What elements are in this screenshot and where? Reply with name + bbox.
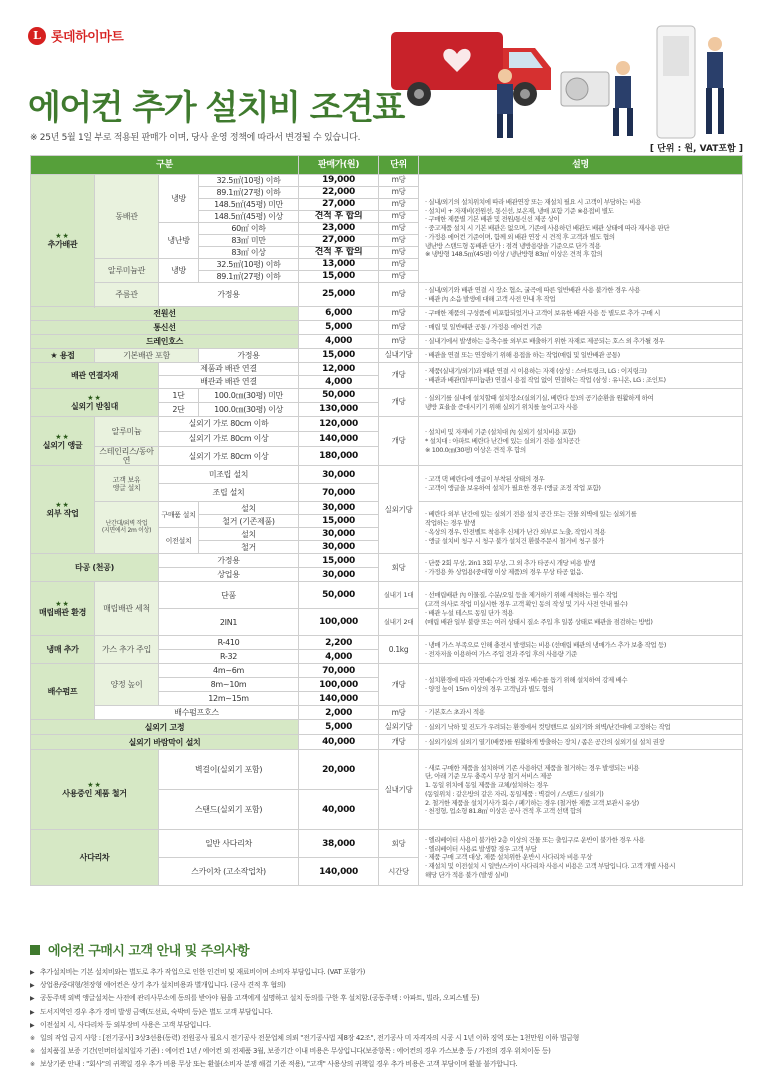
category-tapa: 타공 (천공) <box>31 554 159 582</box>
description: · 배관을 연결 또는 연장하기 위해 용접을 하는 작업(매립 및 일반배관 공통) <box>419 349 743 363</box>
unit: m당 <box>379 283 419 307</box>
price: 30,000 <box>299 541 379 554</box>
subcategory: 스테인리스/동아연 <box>95 447 159 466</box>
category-pump: 배수펌프 <box>31 664 95 720</box>
spec: 조립 설치 <box>159 484 299 502</box>
table-row <box>31 466 743 484</box>
unit: 개당 <box>379 735 419 750</box>
description: · 새로 구매한 제품을 설치하며 기존 사용하던 제품을 철거하는 경우 발생되는 비용 단, 아래 기준 모두 충족시 무상 철거 서비스 제공 1. 동일 위치에 동일 제품을 교체/설치하는 경우 (동일위치 : 같은방의 같은 자리, 동일제품 : 벽걸이 / 스탠드 / 실외기) 2. 철거한 제품을 설치기사가 회수 / 폐기하는 경우 (철거한 제품 고객 보관시 유상) · 천정형, 업소형 81.8㎡ 이상은 공사 견적 후 고객 선택 합의 <box>419 750 743 830</box>
unit: m당 <box>379 247 419 259</box>
spec: 148.5㎡(45평) 미만 <box>199 199 299 211</box>
subcategory: 기본배관 포함 <box>95 349 199 363</box>
price: 40,000 <box>299 735 379 750</box>
spec: R-32 <box>159 650 299 664</box>
spec: 148.5㎡(45평) 이상 <box>199 211 299 223</box>
price: 70,000 <box>299 484 379 502</box>
spec: 가정용 <box>199 349 299 363</box>
table-row <box>31 307 743 321</box>
spec: 2IN1 <box>159 609 299 636</box>
header-category: 구분 <box>31 156 299 175</box>
description: · 설치환경에 따라 자연배수가 안될 경우 배수를 돕기 위해 설치하여 강제 배수 · 양정 높이 15m 이상의 경우 고객님과 별도 협의 <box>419 664 743 706</box>
header-desc: 설명 <box>419 156 743 175</box>
subcategory: 1단 <box>159 389 199 403</box>
spec: 일반 사다리차 <box>159 830 299 858</box>
list-item: ※ 보상기준 안내 : "회사"의 귀책일 경우 추가 비용 무상 또는 환불(소비자 분쟁 해결 기준 적용), "고객" 사용상의 귀책일 경우 추가 비용은 고객 부담이며 환불 불가합니다. <box>30 1060 518 1069</box>
price: 30,000 <box>299 568 379 582</box>
table-row <box>31 283 743 307</box>
subcategory: 알루미늄관 <box>95 259 159 283</box>
unit: 0.1kg <box>379 636 419 664</box>
category-comm: 통신선 <box>31 321 299 335</box>
subcategory: 주름관 <box>95 283 159 307</box>
description: · 선매립배관 內 이물질, 수분/오일 등을 제거하기 위해 세척하는 필수 작업 (고객 의사로 작업 미실시한 경우 고객 확인 동의 작성 및 기사 사전 안내 필수) · 배관 누설 테스트 동일 단가 적용 (매립 배관 일부 불량 또는 여러 상태시 질소 주입 후 일봉 상태로 배관을 점검하는 방법) <box>419 582 743 636</box>
spec: 스탠드(실외기 포함) <box>159 790 299 830</box>
unit: m당 <box>379 223 419 235</box>
description: · 기본호스 초과시 적용 <box>419 706 743 720</box>
unit: 시간당 <box>379 858 419 886</box>
table-row <box>31 363 743 376</box>
price: 13,000 <box>299 259 379 271</box>
spec: 실외기 가로 80cm 이하 <box>159 417 299 432</box>
unit: m당 <box>379 706 419 720</box>
description: · 실외기실의 실외기 열기(배풍)를 원활하게 방출하는 장치 / 좁은 공간의 실외기실 설치 권장 <box>419 735 743 750</box>
category-clean: ★★ 매립배관 환경 <box>31 582 95 636</box>
unit: 회당 <box>379 830 419 858</box>
price: 15,000 <box>299 515 379 528</box>
delivery-illustration <box>385 14 755 142</box>
price: 19,000 <box>299 175 379 187</box>
price: 2,000 <box>299 706 379 720</box>
header-unit: 단위 <box>379 156 419 175</box>
spec: 배수펌프호스 <box>95 706 299 720</box>
price: 견적 후 합의 <box>299 211 379 223</box>
table-row <box>31 417 743 432</box>
list-item: ▶ 이전설치 시, 사다리차 등 외부장비 사용은 고객 부담입니다. <box>30 1020 211 1029</box>
unit: m당 <box>379 235 419 247</box>
category-ladder: 사다리차 <box>31 830 159 886</box>
price: 50,000 <box>299 389 379 403</box>
spec: 32.5㎡(10평) 이하 <box>199 259 299 271</box>
price: 100,000 <box>299 678 379 692</box>
spec: 철거 (기존제품) <box>199 515 299 528</box>
description: · 실내/외기의 설치위치에 따라 배관연장 또는 재설치 필요 시 고객이 부담하는 비용 · 설치비 + 자재비(전원선, 통신선, 보온재, 냉매 포함 기준 ※용접비 별도 · 구매한 제품별 기본 배관 및 전원/통신선 제공 상이 · 중고제품 설치 시 기본 배관은 없으며, 기존에 사용하던 배관도 배관 상태에 따라 재사용 판단 · 가정용 에어컨 기준이며, 함께 외 배관 연장 시 견적 후 고객과 별도 협의 냉난방 스탠드형 동배관 단가 : 점격 냉방용량을 기준으로 단가 적용 ※ 냉방형 148.5㎡(45평) 이상 / 냉난방형 83㎡ 이상은 견적 후 합의 <box>419 175 743 283</box>
price: 2,200 <box>299 636 379 650</box>
description: · 실내/외기와 배관 연결 시 장소 협소, 굴곡에 따른 일반배관 사용 불가한 경우 사용 · 배관 內 소음 발생에 대해 고객 사전 안내 후 작업 <box>419 283 743 307</box>
notes-list <box>30 966 742 1072</box>
price: 4,000 <box>299 650 379 664</box>
table-row <box>31 750 743 790</box>
category-stand: ★★ 실외기 받침대 <box>31 389 159 417</box>
unit: m당 <box>379 307 419 321</box>
spec: 89.1㎡(27평) 이하 <box>199 271 299 283</box>
square-bullet-icon <box>30 945 40 955</box>
category-fix: 실외기 고정 <box>31 720 299 735</box>
price: 15,000 <box>299 349 379 363</box>
spec: 철거 <box>199 541 299 554</box>
price: 23,000 <box>299 223 379 235</box>
unit: m당 <box>379 271 419 283</box>
category-pipe: ★★ 추가배관 <box>31 175 95 307</box>
price: 100,000 <box>299 609 379 636</box>
price: 25,000 <box>299 283 379 307</box>
table-row <box>31 321 743 335</box>
installer-figure <box>497 69 513 138</box>
spec: 12m~15m <box>159 692 299 706</box>
unit: m당 <box>379 321 419 335</box>
subcategory: 동배관 <box>95 175 159 259</box>
category-power: 전원선 <box>31 307 299 321</box>
price: 22,000 <box>299 187 379 199</box>
unit: 실내기 1대 <box>379 582 419 609</box>
price-table <box>30 155 743 886</box>
table-row <box>31 349 743 363</box>
price: 12,000 <box>299 363 379 376</box>
unit: 개당 <box>379 664 419 706</box>
description: · 설치비 및 자재비 기준 (설치대 內 실외기 설치비용 포함) * 설치대 : 아파트 베란다 난간에 있는 실외기 전용 설치공간 ※ 100.0㎝(30평) 이상은 견적 후 합의 <box>419 417 743 466</box>
price: 140,000 <box>299 858 379 886</box>
table-row <box>31 706 743 720</box>
category-used: ★★ 사용중인 제품 철거 <box>31 750 159 830</box>
spec: 100.0㎝(30평) 미만 <box>199 389 299 403</box>
spec: 83㎡ 이상 <box>199 247 299 259</box>
price: 130,000 <box>299 403 379 417</box>
description: · 고객 댁 베란다에 앵글이 부착된 상태의 경우 · 고객이 앵글을 보유하여 설치가 필요한 경우 (앵글 조정 작업 포함) <box>419 466 743 502</box>
list-item: ▶ 상업용/중대형/천장형 에어컨은 상기 추가 설치비용과 별개입니다. (공사 견적 후 협의) <box>30 981 286 990</box>
subcategory: 2단 <box>159 403 199 417</box>
unit: 개당 <box>379 417 419 466</box>
description: · 냉매 가스 부족으로 인해 충전시 발생되는 비용 (선매립 배관의 냉매가스 추가 보충 작업 등) · 전자저울 이용하여 가스 주입 전과 주입 후의 사용량 기준 <box>419 636 743 664</box>
price: 4,000 <box>299 335 379 349</box>
category-angle: ★★ 실외기 앵글 <box>31 417 95 466</box>
brand-logo <box>28 26 123 45</box>
unit: 개당 <box>379 389 419 417</box>
description: · 구매한 제품의 구성품에 비포함되었거나 고객이 보유한 배관 사용 등 별도로 추가 구매 시 <box>419 307 743 321</box>
subcategory: 가스 추가 주입 <box>95 636 159 664</box>
subcategory: 난간대/외벽 작업 (지면에서 2m 이상) <box>95 502 159 554</box>
spec: 4m~6m <box>159 664 299 678</box>
unit: 회당 <box>379 554 419 582</box>
price: 50,000 <box>299 582 379 609</box>
spec: 60㎡ 이하 <box>199 223 299 235</box>
notes-heading: 에어컨 구매시 고객 안내 및 주의사항 <box>30 940 742 959</box>
table-row <box>31 582 743 609</box>
description: · 제품(실내기/외기)과 배관 연결 시 이용하는 자재 (삼성 : 스마트링크, LG : 이지링크) · 배관과 배관(알루미늄관) 연결시 용접 작업 없이 연결하는 작업 (삼성 : 유니온, LG : 조인트) <box>419 363 743 389</box>
price: 30,000 <box>299 528 379 541</box>
price: 5,000 <box>299 321 379 335</box>
spec: 미조립 설치 <box>159 466 299 484</box>
spec: 100.0㎝(30평) 이상 <box>199 403 299 417</box>
description: · 단품 2회 무상, 2in1 3회 무상, 그 외 추가 타공시 개당 비용 발생 · 가정용 外 상업용(중대형 이상 제품)의 경우 무상 타공 없음. <box>419 554 743 582</box>
brand-name: 롯데하이마트 <box>51 30 124 45</box>
price: 180,000 <box>299 447 379 466</box>
price: 30,000 <box>299 502 379 515</box>
table-row <box>31 335 743 349</box>
spec: 벽걸이(실외기 포함) <box>159 750 299 790</box>
unit-note: [ 단위 : 원, VAT포함 ] <box>649 144 743 154</box>
unit: m당 <box>379 187 419 199</box>
spec: R-410 <box>159 636 299 650</box>
price: 15,000 <box>299 271 379 283</box>
price: 30,000 <box>299 466 379 484</box>
price: 140,000 <box>299 432 379 447</box>
header-price: 판매가(원) <box>299 156 379 175</box>
spec: 설치 <box>199 502 299 515</box>
category-outdoor: ★★ 외부 작업 <box>31 466 95 554</box>
subcategory: 냉방 <box>159 175 199 223</box>
customer-notes <box>30 940 742 1072</box>
description: · 매립 및 일반배관 공통 / 가정용 에어컨 기준 <box>419 321 743 335</box>
unit: m당 <box>379 175 419 187</box>
unit: m당 <box>379 335 419 349</box>
table-row <box>31 554 743 568</box>
price: 40,000 <box>299 790 379 830</box>
category-wind: 실외기 바람막이 설치 <box>31 735 299 750</box>
spec: 설치 <box>199 528 299 541</box>
spec: 실외기 가로 80cm 이상 <box>159 432 299 447</box>
description: · 엘리베이터 사용이 불가한 2층 이상의 건물 또는 출입구로 운반이 불가한 경우 사용 · 엘리베이터 사용료 발생할 경우 고객 부담 · 제품 구매 고객 대상, 제품 설치위한 운반시 사다리차 비용 무상 · 재설치 및 이전설치 시 일반/스카이 사다리차 사용시 비용은 고객 부담입니다. 고객 개별 사용시 해당 단가 적용 불가 (발생 실비) <box>419 830 743 886</box>
description: · 실내기에서 발생하는 응축수를 외부로 배출하기 위한 자재로 제공되는 호스 외 추가될 경우 <box>419 335 743 349</box>
spec: 스카이차 (고소작업차) <box>159 858 299 886</box>
category-conn: 배관 연결자재 <box>31 363 159 389</box>
description: · 실외기를 실내에 설치할때 설치장소(실외기실, 베란다 등)의 공기순환을 원활하게 하여 냉방 효율을 증대시키기 위해 실외기 위치를 높이고자 사용 <box>419 389 743 417</box>
spec: 89.1㎡(27평) 이하 <box>199 187 299 199</box>
price: 27,000 <box>299 199 379 211</box>
installer-figure <box>706 37 724 134</box>
description: · 베란다 외부 난간에 있는 실외기 전용 설치 공간 또는 건물 외벽에 있는 실외기를 작업하는 경우 발생 · 옥상의 경우, 안전벨트 착용후 신체가 난간 외부로 노출, 작업시 적용 · 앵글 설치비 청구 시 청구 불가 설치건 환불주문시 철거비 청구 불가 <box>419 502 743 554</box>
list-item: ▶ 추가설치비는 기본 설치비와는 별도로 추가 작업으로 인한 인건비 및 재료비이며 소비자 부담입니다. (VAT 포함가) <box>30 968 365 976</box>
spec: 83㎡ 미만 <box>199 235 299 247</box>
price: 5,000 <box>299 720 379 735</box>
unit: m당 <box>379 259 419 271</box>
table-row <box>31 389 743 403</box>
list-item: ▶ 공동주택 외벽 앵글설치는 사전에 관리사무소에 동의를 받아야 됨을 고객에게 설명하고 설치 동의를 구한 후 설치함.(공동주택 : 아파트, 빌라, 오피스텔 등) <box>30 994 480 1003</box>
subcategory: 구매품 설치 <box>159 502 199 528</box>
list-item: ※ 설치품질 보증 기간(인버터설치일자 기준) : 에어컨 1년 / 에어컨 외 전제품 3월, 보증기간 이내 비용은 무상입니다(보증항목 : 에어컨의 경우 가스보충 등 / 가전의 경우 위치이동 등) <box>30 1047 551 1056</box>
unit: 실내기당 <box>379 750 419 830</box>
price: 15,000 <box>299 554 379 568</box>
price: 27,000 <box>299 235 379 247</box>
unit: 실내기당 <box>379 349 419 363</box>
unit: 개당 <box>379 363 419 389</box>
price: 6,000 <box>299 307 379 321</box>
spec: 32.5㎡(10평) 이하 <box>199 175 299 187</box>
spec: 가정용 <box>159 554 299 568</box>
price: 20,000 <box>299 750 379 790</box>
table-row <box>31 636 743 650</box>
subcategory: 알루미늄 <box>95 417 159 447</box>
policy-note: ※ 25년 5월 1일 부로 적용된 판매가 이며, 당사 운영 정책에 따라서 변경될 수 있습니다. <box>30 133 361 143</box>
unit: 실외기당 <box>379 720 419 735</box>
category-gas: 냉매 추가 <box>31 636 95 664</box>
unit: 실내기 2대 <box>379 609 419 636</box>
category-drain: 드레인호스 <box>31 335 299 349</box>
price: 120,000 <box>299 417 379 432</box>
spec: 가정용 <box>159 283 299 307</box>
brand-mark: L <box>28 27 46 45</box>
table-row <box>31 664 743 678</box>
subcategory: 매립배관 세척 <box>95 582 159 636</box>
unit: m당 <box>379 211 419 223</box>
list-item: ※ 일의 작업 금지 사항 : [전기공사] 3상3선용(동력) 전원공사 필요시 전기공사 전문업체 의뢰 "전기공사법 제8장 42조", 전기공사 미 자격자의 시공 시 1년 이하 징역 또는 1천만원 이하 벌금형 <box>30 1034 580 1043</box>
unit: m당 <box>379 199 419 211</box>
subcategory: 양정 높이 <box>95 664 159 706</box>
spec: 실외기 가로 80cm 이상 <box>159 447 299 466</box>
table-row <box>31 720 743 735</box>
list-item: ▶ 도서지역인 경우 추가 경비 발생 금액(도선료, 숙박비 등)은 별도 고객 부담입니다. <box>30 1007 273 1016</box>
spec: 단품 <box>159 582 299 609</box>
price: 140,000 <box>299 692 379 706</box>
spec: 제품과 배관 연결 <box>159 363 299 376</box>
price: 4,000 <box>299 376 379 389</box>
spec: 배관과 배관 연결 <box>159 376 299 389</box>
page-title: 에어컨 추가 설치비 조견표 <box>28 88 404 128</box>
table-row <box>31 830 743 858</box>
subcategory: 고객 보유 앵글 설치 <box>95 466 159 502</box>
installer-figure <box>613 61 633 136</box>
table-row <box>31 175 743 187</box>
spec: 상업용 <box>159 568 299 582</box>
table-row <box>31 735 743 750</box>
price: 견적 후 합의 <box>299 247 379 259</box>
table-header-row <box>31 156 743 175</box>
subcategory: 냉방 <box>159 259 199 283</box>
price: 38,000 <box>299 830 379 858</box>
subcategory: 냉난방 <box>159 223 199 259</box>
description: · 실외기 낙하 및 진도가 우려되는 환경에서 컷팅밴드로 실외기와 외벽/난간대에 고정하는 작업 <box>419 720 743 735</box>
spec: 8m~10m <box>159 678 299 692</box>
category-weld: ★ 용접 <box>31 349 95 363</box>
subcategory: 이전설치 <box>159 528 199 554</box>
unit: 실외기당 <box>379 466 419 554</box>
price: 70,000 <box>299 664 379 678</box>
